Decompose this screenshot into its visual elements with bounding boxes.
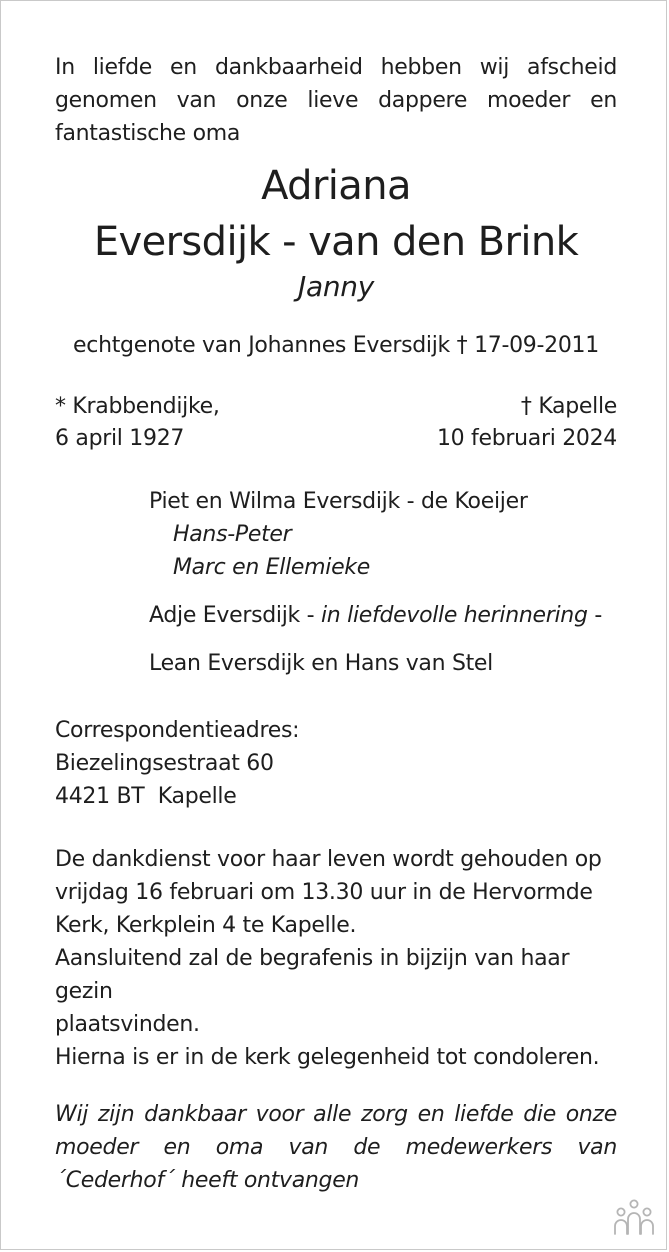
people-group-icon <box>610 1199 658 1235</box>
death-place: † Kapelle <box>520 394 617 419</box>
obituary-content <box>55 51 617 1197</box>
family-line-piet: Piet en Wilma Eversdijk - de Koeijer <box>149 489 528 514</box>
intro-text: In liefde en dankbaarheid hebben wij afscheid genomen van onze lieve dappere moeder en fantastische oma <box>55 55 617 146</box>
service-info <box>55 843 617 1074</box>
birth-place: * Krabbendijke, <box>55 394 220 419</box>
adje-end: - <box>587 603 602 628</box>
service-line-5: plaatsvinden. <box>55 1012 200 1037</box>
service-line-4: Aansluitend zal de begrafenis in bijzijn van haar gezin <box>55 946 570 1004</box>
thanks-text: Wij zijn dankbaar voor alle zorg en liefde die onze moeder en oma van de medewerkers van ´Cederhof´ heeft ontvangen <box>55 1102 617 1193</box>
service-line-3: Kerk, Kerkplein 4 te Kapelle. <box>55 913 357 938</box>
family-list <box>149 485 617 680</box>
address-street: Biezelingsestraat 60 <box>55 751 274 776</box>
family-line-lean: Lean Eversdijk en Hans van Stel <box>149 651 493 676</box>
adje-note: in liefdevolle herinnering <box>321 603 588 628</box>
birth-info <box>55 391 220 455</box>
death-info <box>437 391 617 455</box>
family-line-adje <box>149 599 617 632</box>
address-city: 4421 BT Kapelle <box>55 784 237 809</box>
service-line-1: De dankdienst voor haar leven wordt gehouden op <box>55 847 602 872</box>
grandchild-hans-peter: Hans-Peter <box>173 522 292 547</box>
correspondence-address <box>55 714 617 813</box>
service-line-6: Hierna is er in de kerk gelegenheid tot condoleren. <box>55 1045 600 1070</box>
grandchild-marc: Marc en Ellemieke <box>173 555 370 580</box>
address-label: Correspondentieadres: <box>55 718 300 743</box>
deceased-full-name: Eversdijk - van den Brink <box>93 219 579 265</box>
birth-date: 6 april 1927 <box>55 426 185 451</box>
deceased-first-name: Adriana <box>261 163 411 209</box>
adje-name: Adje Eversdijk - <box>149 603 321 628</box>
deceased-nickname: Janny <box>298 270 374 303</box>
death-date: 10 februari 2024 <box>436 426 617 451</box>
life-dates <box>55 391 617 455</box>
spouse-line: echtgenote van Johannes Eversdijk † 17-09-2011 <box>73 333 599 358</box>
service-line-2: vrijdag 16 februari om 13.30 uur in de Hervormde <box>55 880 593 905</box>
